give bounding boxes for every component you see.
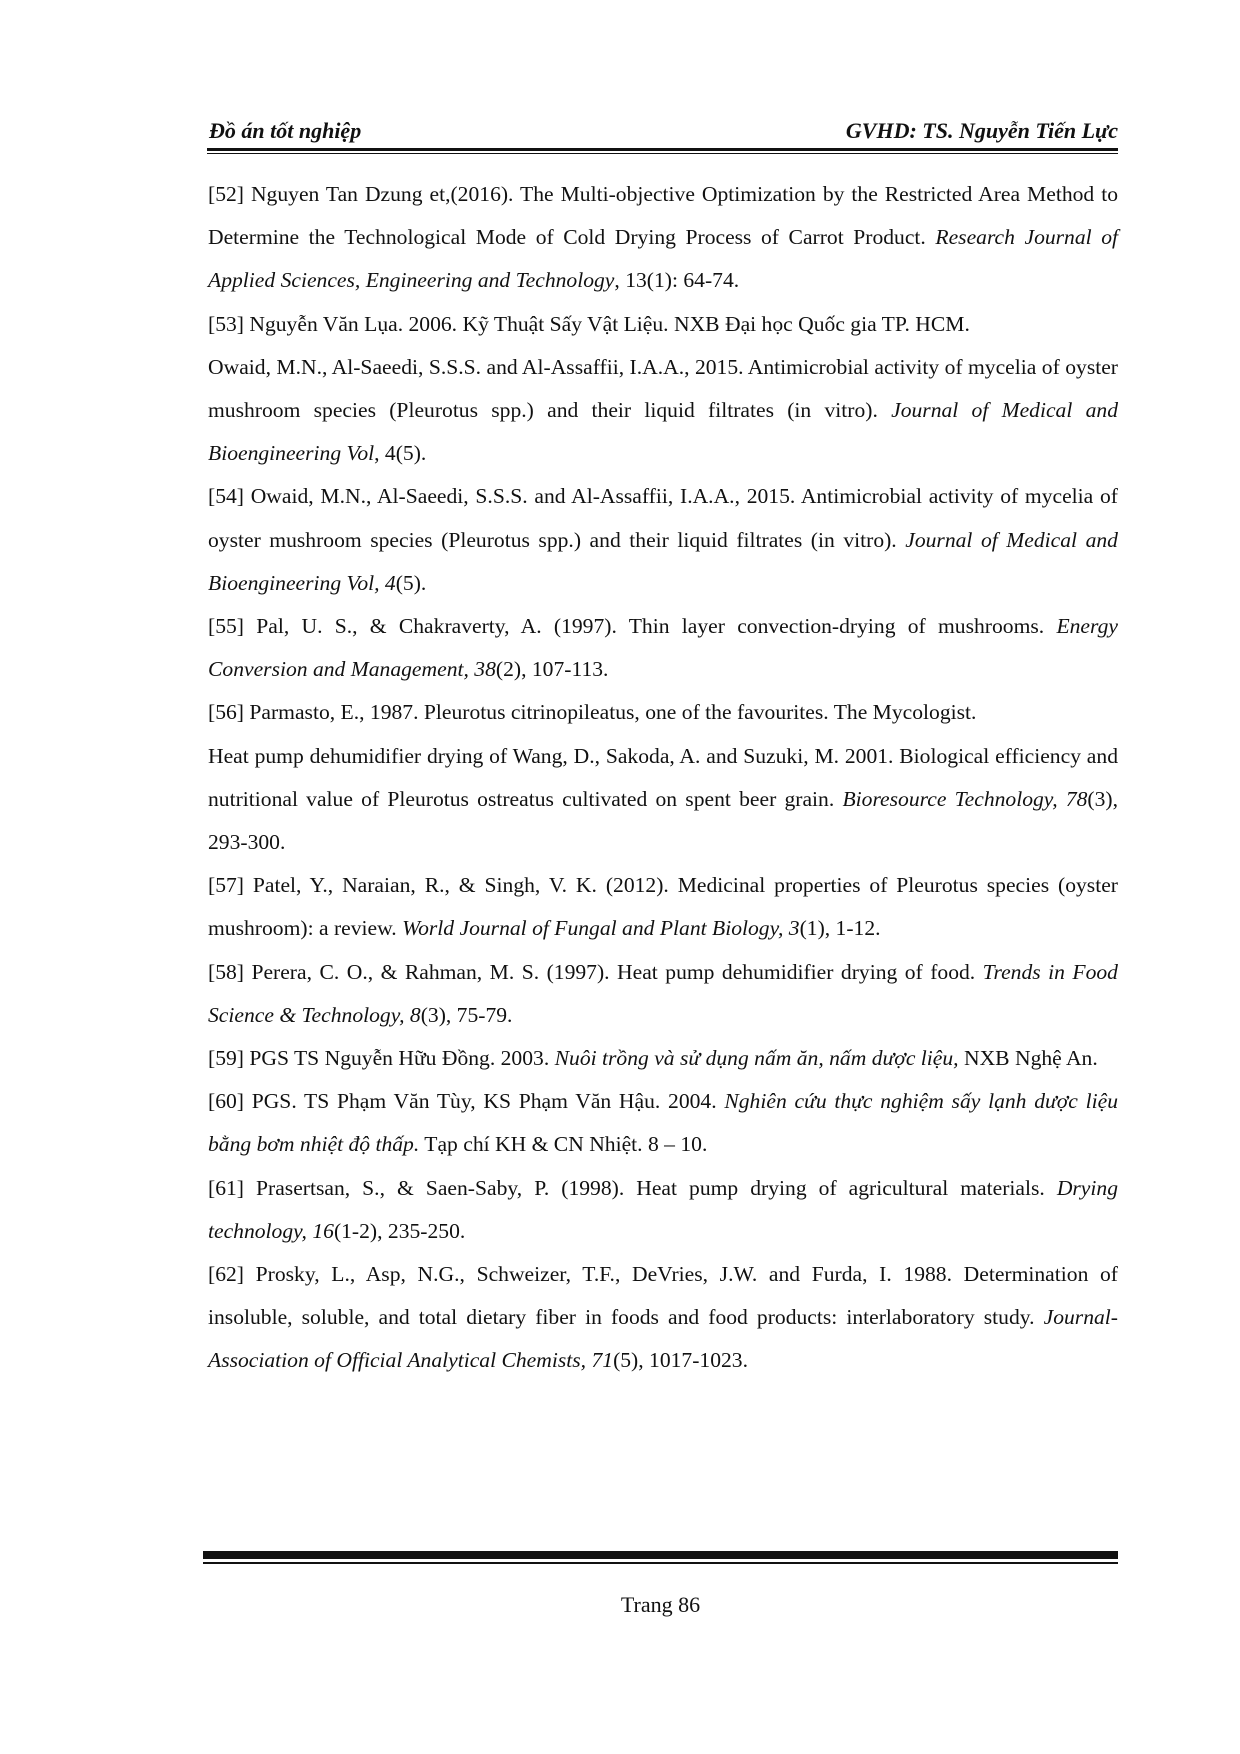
footer-rule (203, 1551, 1118, 1559)
page-header (207, 116, 1118, 152)
header-title: Đồ án tốt nghiệp (209, 118, 362, 143)
header-rule-thin (207, 153, 1118, 154)
reference-entry: [58] Perera, C. O., & Rahman, M. S. (1997). Heat pump dehumidifier drying of food. Trends in Food Science & Technology, 8(3), 75-79. (208, 959, 1118, 1027)
reference-entry: [55] Pal, U. S., & Chakraverty, A. (1997). Thin layer convection-drying of mushrooms. Energy Conversion and Management, 38(2), 107-113. (208, 614, 1118, 682)
reference-entry: [56] Parmasto, E., 1987. Pleurotus citrinopileatus, one of the favourites. The Mycologist. (208, 700, 977, 725)
reference-entry: [52] Nguyen Tan Dzung et,(2016). The Multi-objective Optimization by the Restricted Area Method to Determine the Technological Mode of Cold Drying Process of Carrot Product. Research Journal of Applied Sciences, Engineering and Technology, 13(1): 64-74. (208, 182, 1118, 293)
reference-entry: [60] PGS. TS Phạm Văn Tùy, KS Phạm Văn Hậu. 2004. Nghiên cứu thực nghiệm sấy lạnh dược liệu bằng bơm nhiệt độ thấp. Tạp chí KH & CN Nhiệt. 8 – 10. (208, 1089, 1118, 1157)
reference-entry: [62] Prosky, L., Asp, N.G., Schweizer, T.F., DeVries, J.W. and Furda, I. 1988. Determination of insoluble, soluble, and total dietary fiber in foods and food products: interlaboratory study. Journal-Association of Official Analytical Chemists, 71(5), 1017-1023. (208, 1262, 1118, 1373)
reference-entry: [54] Owaid, M.N., Al-Saeedi, S.S.S. and Al-Assaffii, I.A.A., 2015. Antimicrobial activity of mycelia of oyster mushroom species (Pleurotus spp.) and their liquid filtrates (in vitro). Journal of Medical and Bioengineering Vol, 4(5). (208, 484, 1118, 595)
page-number: Trang 86 (620, 1592, 701, 1617)
header-supervisor: GVHD: TS. Nguyễn Tiến Lực (845, 118, 1118, 143)
reference-list (208, 173, 1118, 1383)
reference-entry: [53] Nguyễn Văn Lụa. 2006. Kỹ Thuật Sấy Vật Liệu. NXB Đại học Quốc gia TP. HCM. (208, 311, 970, 336)
header-rule (207, 148, 1118, 151)
reference-entry: [61] Prasertsan, S., & Saen-Saby, P. (1998). Heat pump drying of agricultural materials. Drying technology, 16(1-2), 235-250. (208, 1175, 1118, 1243)
reference-entry: Heat pump dehumidifier drying of Wang, D., Sakoda, A. and Suzuki, M. 2001. Biological efficiency and nutritional value of Pleurotus ostreatus cultivated on spent beer grain. Bioresource Technology, 78(3), 293-300. (208, 743, 1118, 855)
footer-rule-thin (203, 1562, 1118, 1564)
reference-entry: [57] Patel, Y., Naraian, R., & Singh, V. K. (2012). Medicinal properties of Pleurotus species (oyster mushroom): a review. World Journal of Fungal and Plant Biology, 3(1), 1-12. (208, 873, 1118, 941)
reference-entry: Owaid, M.N., Al-Saeedi, S.S.S. and Al-Assaffii, I.A.A., 2015. Antimicrobial activity of mycelia of oyster mushroom species (Pleurotus spp.) and their liquid filtrates (in vitro). Journal of Medical and Bioengineering Vol, 4(5). (208, 354, 1118, 466)
reference-entry: [59] PGS TS Nguyễn Hữu Đồng. 2003. Nuôi trồng và sử dụng nấm ăn, nấm dược liệu, NXB Nghệ An. (208, 1046, 1098, 1071)
